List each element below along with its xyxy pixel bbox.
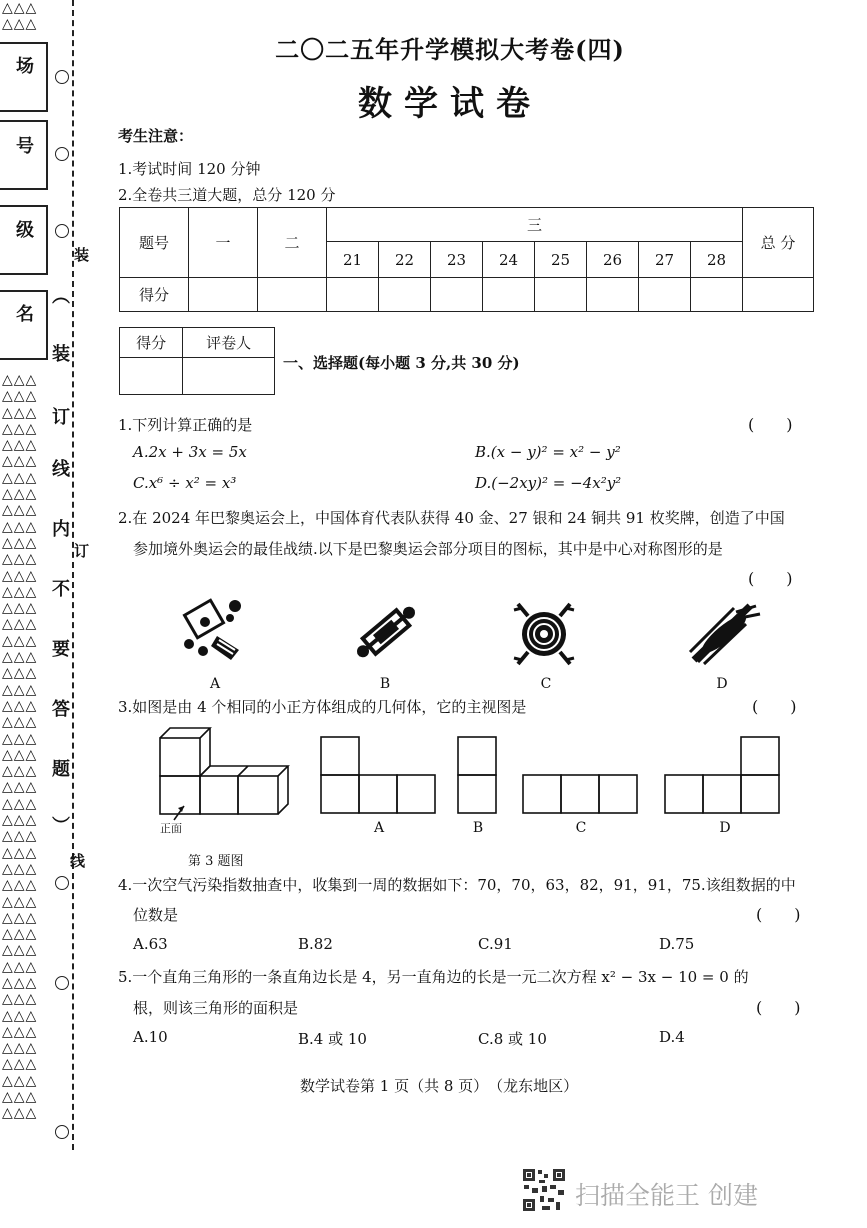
score-table-col-2: 二 bbox=[258, 208, 327, 278]
question-5-stem-line2: 根，则该三角形的面积是 bbox=[133, 999, 299, 1017]
binding-paren-close: ︶ bbox=[52, 816, 70, 837]
binding-hole-icon bbox=[55, 224, 69, 238]
question-3-stem: 3.如图是由 4 个相同的小正方体组成的几何体，它的主视图是 bbox=[118, 698, 527, 716]
score-cell[interactable] bbox=[327, 278, 379, 312]
olympic-pictogram-c-icon bbox=[508, 598, 580, 670]
answer-paren[interactable]: ( ) bbox=[748, 569, 793, 588]
q1-option-c: C.x⁶ ÷ x² = x³ bbox=[133, 474, 237, 492]
q5-option-c: C.8 或 10 bbox=[478, 1030, 547, 1048]
binding-hole-icon bbox=[55, 1125, 69, 1139]
page-footer: 数学试卷第 1 页（共 8 页） （龙东地区） bbox=[300, 1077, 579, 1095]
notice-heading: 考生注意： bbox=[118, 127, 194, 145]
score-cell[interactable] bbox=[379, 278, 431, 312]
binding-hole-icon bbox=[55, 876, 69, 890]
q4-option-d: D.75 bbox=[659, 935, 695, 953]
question-5-stem-line1: 5.一个直角三角形的一条直角边长是 4，另一直角边的长是一元二次方程 x² − 3x − 10 = 0 的 bbox=[118, 968, 749, 986]
grader-name-label: 评卷人 bbox=[183, 328, 275, 358]
question-2-stem-line1: 2.在 2024 年巴黎奥运会上，中国体育代表队获得 40 金、27 银和 24 铜共 91 枚奖牌，创造了中国 bbox=[118, 509, 785, 527]
triangle-pattern: △△△ △△△ △△△ △△△ △△△ △△△ △△△ △△△ △△△ △△△ △△△ △△△ △△△ △△△ △△△ △△△ △△△ △△△ △△△ △△△ △△△ △△△ △△△ △△△ △△△ △△△ △△△ △△△ △△△ △△△ △△△ △△△ △△△ △△△ △△△ △△△ △△△ △△△ △△△ △△△ △△△ △△△ △△△ △△△ △△△ △△△ bbox=[2, 372, 38, 1122]
qr-code-icon bbox=[522, 1168, 566, 1212]
score-table-subcol: 24 bbox=[483, 242, 535, 278]
score-cell[interactable] bbox=[587, 278, 639, 312]
answer-paren[interactable]: ( ) bbox=[756, 998, 801, 1017]
score-table-label: 题号 bbox=[120, 208, 189, 278]
q3-option-d-view bbox=[664, 736, 782, 816]
grader-name-cell[interactable] bbox=[183, 358, 275, 395]
q3-option-c-view bbox=[522, 774, 640, 816]
score-table-subcol: 27 bbox=[639, 242, 691, 278]
q5-option-b: B.4 或 10 bbox=[298, 1030, 367, 1048]
binding-char: 订 bbox=[52, 407, 70, 428]
q4-option-b: B.82 bbox=[298, 935, 333, 953]
q3-front-label: 正面 bbox=[160, 822, 182, 835]
q4-option-c: C.91 bbox=[478, 935, 513, 953]
q3-label-a: A bbox=[373, 820, 385, 836]
binding-dashed-line bbox=[72, 0, 74, 1150]
score-cell[interactable] bbox=[189, 278, 258, 312]
binding-hole-icon bbox=[55, 147, 69, 161]
score-cell[interactable] bbox=[639, 278, 691, 312]
q3-label-b: B bbox=[472, 820, 484, 836]
score-cell[interactable] bbox=[535, 278, 587, 312]
q1-option-d: D.(−2xy)² = −4x²y² bbox=[475, 474, 622, 492]
q2-label-b: B bbox=[379, 676, 391, 692]
binding-char: 不 bbox=[52, 579, 70, 600]
scanner-watermark: 扫描全能王 创建 bbox=[575, 1181, 758, 1210]
q1-option-b: B.(x − y)² = x² − y² bbox=[475, 443, 621, 461]
binding-paren-open: ︵ bbox=[52, 286, 70, 307]
q4-option-a: A.63 bbox=[133, 935, 168, 953]
notice-item: 1.考试时间 120 分钟 bbox=[118, 160, 261, 178]
q2-label-a: A bbox=[209, 676, 221, 692]
binding-hole-icon bbox=[55, 70, 69, 84]
field-label-venue: 场 bbox=[16, 56, 34, 77]
field-label-class: 级 bbox=[16, 220, 34, 241]
binding-char: 要 bbox=[52, 639, 70, 660]
score-table-total: 总 分 bbox=[743, 208, 814, 278]
score-table-subcol: 22 bbox=[379, 242, 431, 278]
q3-label-d: D bbox=[719, 820, 731, 836]
binding-char: 内 bbox=[52, 519, 70, 540]
binding-char: 线 bbox=[52, 459, 70, 480]
score-cell[interactable] bbox=[743, 278, 814, 312]
section-title: 一、选择题(每小题 3 分,共 30 分) bbox=[283, 354, 520, 372]
olympic-pictogram-a-icon bbox=[175, 596, 255, 666]
binding-char: 题 bbox=[52, 759, 70, 780]
binding-hole-icon bbox=[55, 976, 69, 990]
q3-option-a-view bbox=[320, 736, 438, 816]
score-cell[interactable] bbox=[431, 278, 483, 312]
binding-char: 答 bbox=[52, 699, 70, 720]
q5-option-d: D.4 bbox=[659, 1028, 685, 1046]
binding-char-inner: 线 bbox=[70, 852, 86, 870]
notice-item: 2.全卷共三道大题，总分 120 分 bbox=[118, 186, 336, 204]
olympic-pictogram-b-icon bbox=[350, 596, 422, 668]
answer-paren[interactable]: ( ) bbox=[748, 415, 793, 434]
exam-title: 二〇二五年升学模拟大考卷(四) bbox=[275, 35, 625, 64]
question-2-stem-line2: 参加境外奥运会的最佳战绩.以下是巴黎奥运会部分项目的图标，其中是中心对称图形的是 bbox=[133, 540, 723, 558]
score-table-col-3: 三 bbox=[327, 208, 743, 242]
grader-score-label: 得分 bbox=[120, 328, 183, 358]
score-cell[interactable] bbox=[258, 278, 327, 312]
answer-paren[interactable]: ( ) bbox=[756, 905, 801, 924]
field-label-name: 名 bbox=[16, 304, 34, 325]
score-table-subcol: 21 bbox=[327, 242, 379, 278]
score-cell[interactable] bbox=[691, 278, 743, 312]
exam-subject: 数学试卷 bbox=[358, 84, 542, 124]
score-table bbox=[119, 207, 814, 312]
field-label-number: 号 bbox=[16, 136, 34, 157]
q3-label-c: C bbox=[575, 820, 587, 836]
score-cell[interactable] bbox=[483, 278, 535, 312]
triangle-pattern-top: △△△ △△△ bbox=[2, 0, 38, 33]
q3-option-b-view bbox=[457, 736, 499, 816]
question-4-stem-line1: 4.一次空气污染指数抽查中，收集到一周的数据如下：70，70，63，82，91，91，75.该组数据的中 bbox=[118, 876, 796, 894]
grader-box bbox=[119, 327, 275, 395]
q2-label-c: C bbox=[540, 676, 552, 692]
grader-score-cell[interactable] bbox=[120, 358, 183, 395]
score-table-col-1: 一 bbox=[189, 208, 258, 278]
score-table-label: 得分 bbox=[120, 278, 189, 312]
question-1-stem: 1.下列计算正确的是 bbox=[118, 416, 253, 434]
question-4-stem-line2: 位数是 bbox=[133, 906, 179, 924]
score-table-subcol: 25 bbox=[535, 242, 587, 278]
binding-char-inner: 订 bbox=[74, 542, 90, 560]
q1-option-a: A.2x + 3x = 5x bbox=[133, 443, 247, 461]
answer-paren[interactable]: ( ) bbox=[752, 697, 797, 716]
olympic-pictogram-d-icon bbox=[686, 598, 762, 668]
score-table-subcol: 23 bbox=[431, 242, 483, 278]
binding-char: 装 bbox=[52, 344, 70, 365]
binding-strip bbox=[0, 0, 92, 1228]
score-table-subcol: 28 bbox=[691, 242, 743, 278]
q3-figure-caption: 第 3 题图 bbox=[188, 854, 244, 869]
score-table-subcol: 26 bbox=[587, 242, 639, 278]
q5-option-a: A.10 bbox=[133, 1028, 168, 1046]
q2-label-d: D bbox=[716, 676, 728, 692]
binding-char-inner: 装 bbox=[74, 246, 90, 264]
